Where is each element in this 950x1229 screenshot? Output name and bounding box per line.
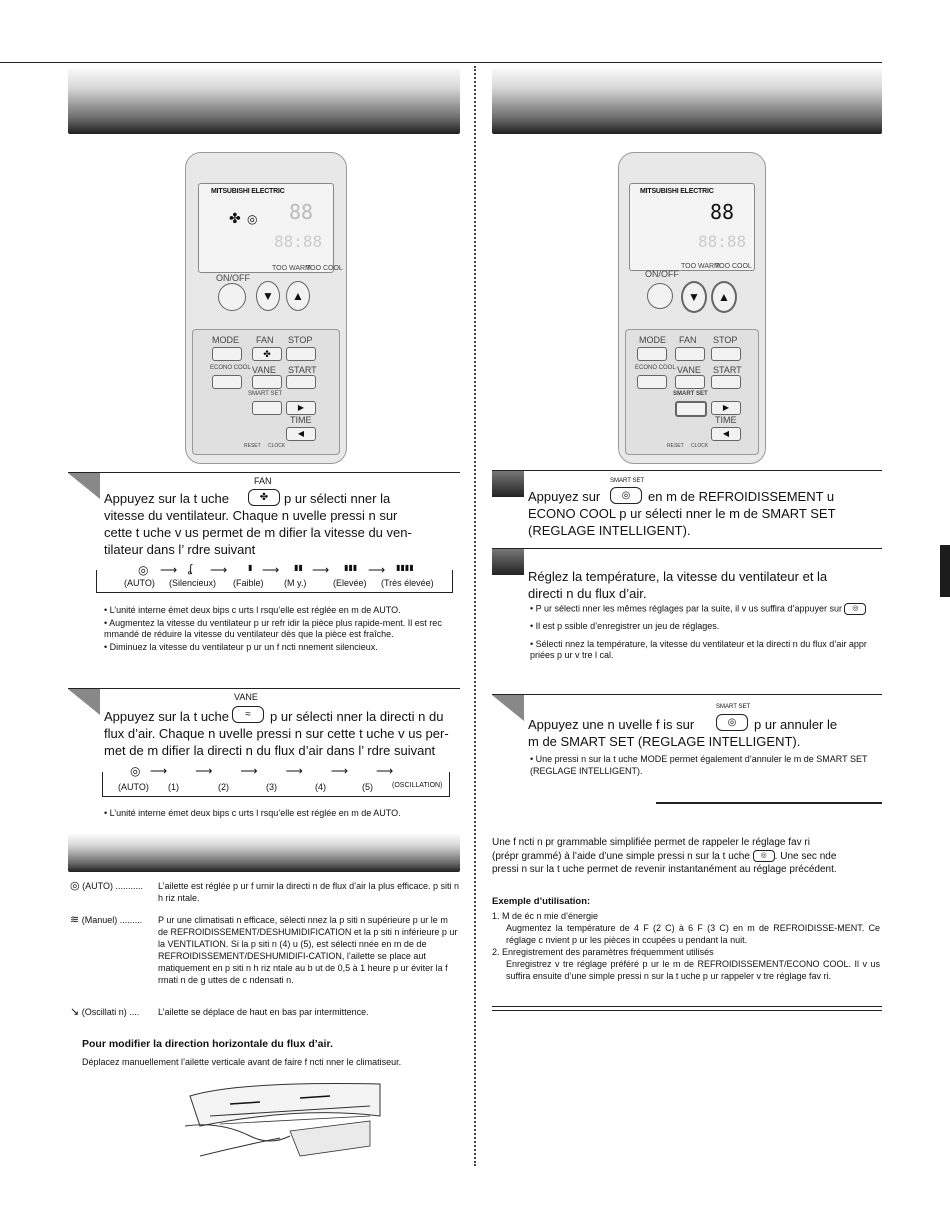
- seq-high-icon: ▮▮▮: [344, 563, 358, 572]
- example-text-1: Augmentez la température de 4 F (2 C) à 6 F (3 C) en m de REFROIDISSE-MENT. Ce réglage c nvient p ur les pièces in ccupées u pendant la nuit.: [506, 923, 880, 945]
- fan-step-rule: [68, 472, 460, 473]
- vane-mode-swing: [70, 1006, 460, 1018]
- stop-label: STOP: [288, 335, 313, 345]
- fan-text-line-1a: Appuyez sur la t uche: [104, 491, 230, 506]
- description-line: pressi n sur la t uche permet de revenir instantanément au réglage précédent.: [492, 864, 837, 875]
- smart-set-key-icon: ◎: [753, 850, 775, 862]
- vane-text-line-1a: Appuyez sur la t uche: [104, 709, 230, 724]
- time-down-button[interactable]: ◀: [286, 427, 316, 441]
- seq-arrow-icon: ⟶: [160, 563, 178, 577]
- vane-auto-mode-icon: ◎: [70, 880, 80, 892]
- vane-modes-banner: [68, 834, 460, 872]
- mode-button[interactable]: [212, 347, 242, 361]
- seq-arrow-icon: ⟶: [312, 563, 330, 577]
- fan-seq-very-high: (Très élevée): [381, 578, 434, 588]
- vane-mode-text: L’ailette est réglée p ur f urnir la directi n de flux d’air la plus efficace. p siti n h riz ntale.: [158, 881, 459, 903]
- bottom-double-rule: [492, 1006, 882, 1011]
- smart-step3-line-2: m de SMART SET (REGLAGE INTELLIGENT).: [528, 734, 801, 749]
- seq-arrow-icon: ⟶: [262, 563, 280, 577]
- vane-seq-2: (2): [218, 782, 229, 792]
- smart-step2-marker: [492, 549, 524, 575]
- horizontal-text: Déplacez manuellement l’ailette verticale avant de faire f ncti nner le climatiseur.: [82, 1057, 402, 1067]
- vane-mode-label: (Manuel) .........: [81, 915, 143, 925]
- too-warm-label: TOO WARM: [272, 265, 311, 272]
- time-up-button-right[interactable]: ▶: [711, 401, 741, 415]
- remote-display: [198, 183, 334, 273]
- stop-label-right: STOP: [713, 335, 738, 345]
- remote-display-right: [629, 183, 755, 271]
- smart-step3-line-1b: p ur annuler le: [754, 717, 838, 732]
- lcd-clock: 88:88: [274, 232, 323, 251]
- smart-set-button-right[interactable]: [675, 401, 707, 417]
- vane-arrows: ⟶⟶⟶⟶⟶⟶: [150, 764, 422, 778]
- section-tab: [940, 545, 950, 597]
- fan-bullet: Augmentez la vitesse du ventilateur p ur refr idir la pièce plus rapide-ment. Il est rec mmandé de réduire la vitesse du ventilateur dès que la pièce est fraîche.: [104, 617, 442, 639]
- vane-seq-4: (4): [315, 782, 326, 792]
- time-up-button[interactable]: ▶: [286, 401, 316, 415]
- on-off-label: ON/OFF: [216, 273, 250, 283]
- smart-step2-bullet: Il est p ssible d’enregistrer un jeu de réglages.: [535, 621, 720, 631]
- temp-up-button-right[interactable]: ▲: [711, 281, 737, 313]
- smart-step3-bullet: Une pressi n sur la t uche MODE permet également d’annuler le m de SMART SET (REGLAGE INTELLIGENT).: [530, 754, 868, 776]
- start-label: START: [288, 365, 317, 375]
- smart-step2-bullets: • P ur sélecti nner les mêmes réglages par la suite, il v us suffira d’appuyer sur ◎ • Il est p ssible d’enregistrer un jeu de réglages. • Sélecti nnez la température, la vitesse du ventilateur et la directi n du flux d’air appr priées p ur v tre l cal.: [530, 603, 867, 660]
- remote-control-right: [618, 152, 766, 464]
- time-down-button-right[interactable]: ◀: [711, 427, 741, 441]
- smart-step3-bullets: • Une pressi n sur la t uche MODE permet également d’annuler le m de SMART SET (REGLAGE INTELLIGENT).: [530, 754, 868, 776]
- vane-seq-5: (5): [362, 782, 373, 792]
- smart-step3-key-caption: SMART SET: [716, 704, 751, 710]
- mode-button-right[interactable]: [637, 347, 667, 361]
- start-timer-button-right[interactable]: [711, 375, 741, 389]
- fan-button[interactable]: ✤: [252, 347, 282, 361]
- vane-manual-mode-icon: ≋: [70, 914, 80, 926]
- vane-bullet: L’unité interne émet deux bips c urts l rsqu’elle est réglée en m de AUTO.: [109, 808, 401, 818]
- vane-button-right[interactable]: [675, 375, 705, 389]
- vane-text-line-1b: p ur sélecti nner la directi n du: [270, 709, 444, 724]
- too-cool-label-right: TOO COOL: [715, 263, 752, 270]
- vane-key-caption: VANE: [234, 692, 258, 702]
- smart-step2-line-2: directi n du flux d’air.: [528, 586, 647, 601]
- seq-very-high-icon: ▮▮▮▮: [396, 563, 414, 572]
- time-label: TIME: [290, 415, 312, 425]
- right-heading-banner: [492, 68, 882, 134]
- fan-bullet: Diminuez la vitesse du ventilateur p ur un f ncti nnement silencieux.: [109, 641, 378, 652]
- smart-step2-rule: [492, 548, 882, 549]
- seq-quiet-icon: ʆ: [188, 563, 192, 575]
- vane-seq-3: (3): [266, 782, 277, 792]
- seq-low-icon: ▮: [248, 563, 253, 572]
- smart-step3-line-1a: Appuyez une n uvelle f is sur: [528, 717, 695, 732]
- econo-cool-button-right[interactable]: [637, 375, 667, 389]
- fan-button-right[interactable]: [675, 347, 705, 361]
- vane-step-rule: [68, 688, 460, 689]
- smart-step1-marker: [492, 471, 524, 497]
- fan-seq-low: (Faible): [233, 578, 264, 588]
- vane-label: VANE: [252, 365, 276, 375]
- fan-step-marker: [68, 473, 100, 499]
- vane-key-icon: ≈: [232, 706, 264, 723]
- example-title: Exemple d’utilisation:: [492, 896, 591, 907]
- stop-timer-button[interactable]: [286, 347, 316, 361]
- smart-step1-line-3: (REGLAGE INTELLIGENT).: [528, 523, 691, 538]
- seq-arrow-icon: ⟶: [368, 563, 386, 577]
- seq-arrow-icon: ⟶: [210, 563, 228, 577]
- reset-label: RESET: [244, 443, 261, 449]
- example-list: [492, 910, 880, 982]
- vane-auto-icon: ◎: [130, 764, 141, 778]
- smart-step1-key-icon: ◎: [610, 487, 642, 504]
- lcd-temp-right: 88: [710, 200, 735, 224]
- on-off-button[interactable]: [218, 283, 246, 311]
- fan-text-line-1b: p ur sélecti nner la: [284, 491, 391, 506]
- clock-label: CLOCK: [268, 443, 286, 449]
- too-cool-label: TOO COOL: [306, 265, 343, 272]
- seq-auto-icon: ◎: [138, 563, 149, 577]
- vane-swing-mode-icon: ↘: [70, 1006, 80, 1018]
- vane-button[interactable]: [252, 375, 282, 389]
- vane-seq-auto: (AUTO): [118, 782, 149, 792]
- description-line: Une f ncti n pr grammable simplifiée permet de rappeler le réglage fav ri: [492, 837, 810, 848]
- vane-mode-text: P ur une climatisati n efficace, sélecti nnez la p siti n supérieure p ur le m de REFROIDISSEMENT/DESHUMIDIFICATION et la p siti n inférieure p ur la VENTILATION. Si la p siti n (4) u (5), est sélecti nnée en m de de REFROIDISSEMENT/DESHUMIDIFI-CATION, l’ailette se place aut matiquement en p siti n h riz ntale au b ut de 0,5 à 1 heure p ur éviter la f rmati n de g uttes de c ndensati n.: [158, 915, 458, 985]
- description-line-2: (prépr grammé) à l’aide d’une simple pressi n sur la t uche ◎ . Une sec nde: [492, 850, 837, 862]
- on-off-button-right[interactable]: [647, 283, 673, 309]
- temp-up-button[interactable]: ▲: [286, 281, 310, 311]
- smart-step2-bullet: Sélecti nnez la température, la vitesse du ventilateur et la directi n du flux d’air appr priées p ur v tre l cal.: [530, 638, 867, 660]
- vane-bullet-list: • L’unité interne émet deux bips c urts l rsqu’elle est réglée en m de AUTO.: [104, 808, 401, 818]
- description-rule: [656, 802, 882, 804]
- vane-mode-label: (Oscillati n) ....: [81, 1007, 140, 1017]
- remote-brand-right: MITSUBISHI ELECTRIC: [640, 188, 714, 195]
- horizontal-title: Pour modifier la direction horizontale du flux d’air.: [82, 1038, 333, 1050]
- vane-step-marker: [68, 689, 100, 715]
- vane-seq-1: (1): [168, 782, 179, 792]
- fan-seq-med: (M y.): [284, 578, 307, 588]
- remote-brand: MITSUBISHI ELECTRIC: [211, 188, 285, 195]
- vane-mode-manual: [70, 914, 460, 985]
- example-text-2: Enregistrez v tre réglage préféré p ur le m de REFROIDISSEMENT/ECONO COOL. Il v us suffira ensuite d’une simple pressi n sur la t uche p ur rappeler v tre réglage fav ri.: [506, 959, 880, 981]
- lcd-temp: 88: [289, 200, 314, 224]
- fan-label: FAN: [256, 335, 274, 345]
- smart-step1-line-2: ECONO COOL p ur sélecti nner le m de SMART SET: [528, 506, 836, 521]
- example-title-1: 1. M de éc n mie d’énergie: [492, 911, 599, 921]
- fan-text-line-3: cette t uche v us permet de m difier la vitesse du ven-: [104, 525, 412, 540]
- remote-control-left: [185, 152, 347, 464]
- vane-adjust-illustration: [180, 1076, 390, 1166]
- fan-key-icon: ✤: [248, 489, 280, 506]
- start-timer-button[interactable]: [286, 375, 316, 389]
- fan-seq-auto: (AUTO): [124, 578, 155, 588]
- example-title-2: 2. Enregistrement des paramètres fréquemment utilisés: [492, 947, 714, 957]
- fan-key-caption: FAN: [254, 476, 272, 486]
- too-warm-label-right: TOO WARM: [681, 263, 720, 270]
- vane-label-right: VANE: [677, 365, 701, 375]
- fan-bullet: L’unité interne émet deux bips c urts l rsqu’elle est réglée en m de AUTO.: [109, 605, 401, 615]
- vane-mode-text: L’ailette se déplace de haut en bas par intermittence.: [158, 1007, 369, 1017]
- smart-step1-rule: [492, 470, 882, 471]
- auto-fan-icon: ◎: [247, 212, 258, 226]
- vane-text-line-2: flux d’air. Chaque n uvelle pressi n sur cette t uche v us per-: [104, 726, 449, 741]
- fan-text-line-4: tilateur dans l’ rdre suivant: [104, 542, 256, 557]
- fan-seq-quiet: (Silencieux): [169, 578, 217, 588]
- smart-description: [492, 836, 880, 877]
- smart-set-button[interactable]: [252, 401, 282, 415]
- smart-step1-line-1a: Appuyez sur: [528, 489, 601, 504]
- smart-step2-line-1: Réglez la température, la vitesse du ventilateur et la: [528, 569, 828, 584]
- top-rule: [0, 62, 882, 63]
- smart-step3-rule: [492, 694, 882, 695]
- smart-set-label: SMART SET: [248, 391, 283, 397]
- vane-text-line-3: met de m difier la directi n du flux d’air dans l’ rdre suivant: [104, 743, 436, 758]
- on-off-label-right: ON/OFF: [645, 269, 679, 279]
- fan-mode-icon: ✤: [229, 210, 241, 226]
- econo-cool-button[interactable]: [212, 375, 242, 389]
- time-label-right: TIME: [715, 415, 737, 425]
- start-label-right: START: [713, 365, 742, 375]
- econo-cool-label-right: ECONO COOL: [635, 365, 676, 371]
- lcd-clock-right: 88:88: [698, 232, 747, 251]
- left-heading-banner: [68, 68, 460, 134]
- smart-step2-bullet: P ur sélecti nner les mêmes réglages par la suite, il v us suffira d’appuyer sur: [535, 603, 842, 614]
- smart-step1-line-1b: en m de REFROIDISSEMENT u: [648, 489, 835, 504]
- temp-down-button-right[interactable]: ▼: [681, 281, 707, 313]
- fan-label-right: FAN: [679, 335, 697, 345]
- reset-label-right: RESET: [667, 443, 684, 449]
- vane-seq-swing: (OSCILLATION): [392, 782, 443, 789]
- stop-timer-button-right[interactable]: [711, 347, 741, 361]
- seq-med-icon: ▮▮: [294, 563, 303, 572]
- smart-step1-key-caption: SMART SET: [610, 478, 645, 484]
- smart-set-key-icon: ◎: [844, 603, 866, 615]
- temp-down-button[interactable]: ▼: [256, 281, 280, 311]
- column-divider: [474, 66, 476, 1166]
- mode-label-right: MODE: [639, 335, 666, 345]
- fan-bullet-list: • L’unité interne émet deux bips c urts l rsqu’elle est réglée en m de AUTO. • Augmentez la vitesse du ventilateur p ur refr idir la pièce plus rapide-ment. Il est rec mmandé de réduire la vitesse du ventilateur dès que la pièce est fraîche. • Diminuez la vitesse du ventilateur p ur un f ncti nnement silencieux.: [104, 605, 442, 652]
- vane-mode-auto: [70, 880, 460, 903]
- clock-label-right: CLOCK: [691, 443, 709, 449]
- fan-text-line-2: vitesse du ventilateur. Chaque n uvelle pressi n sur: [104, 508, 398, 523]
- econo-cool-label: ECONO COOL: [210, 365, 251, 371]
- smart-step3-marker: [492, 695, 524, 721]
- smart-set-label-right: SMART SET: [673, 391, 708, 397]
- fan-seq-high: (Elevée): [333, 578, 367, 588]
- mode-label: MODE: [212, 335, 239, 345]
- smart-step3-key-icon: ◎: [716, 714, 748, 731]
- vane-mode-label: (AUTO) ...........: [82, 881, 143, 891]
